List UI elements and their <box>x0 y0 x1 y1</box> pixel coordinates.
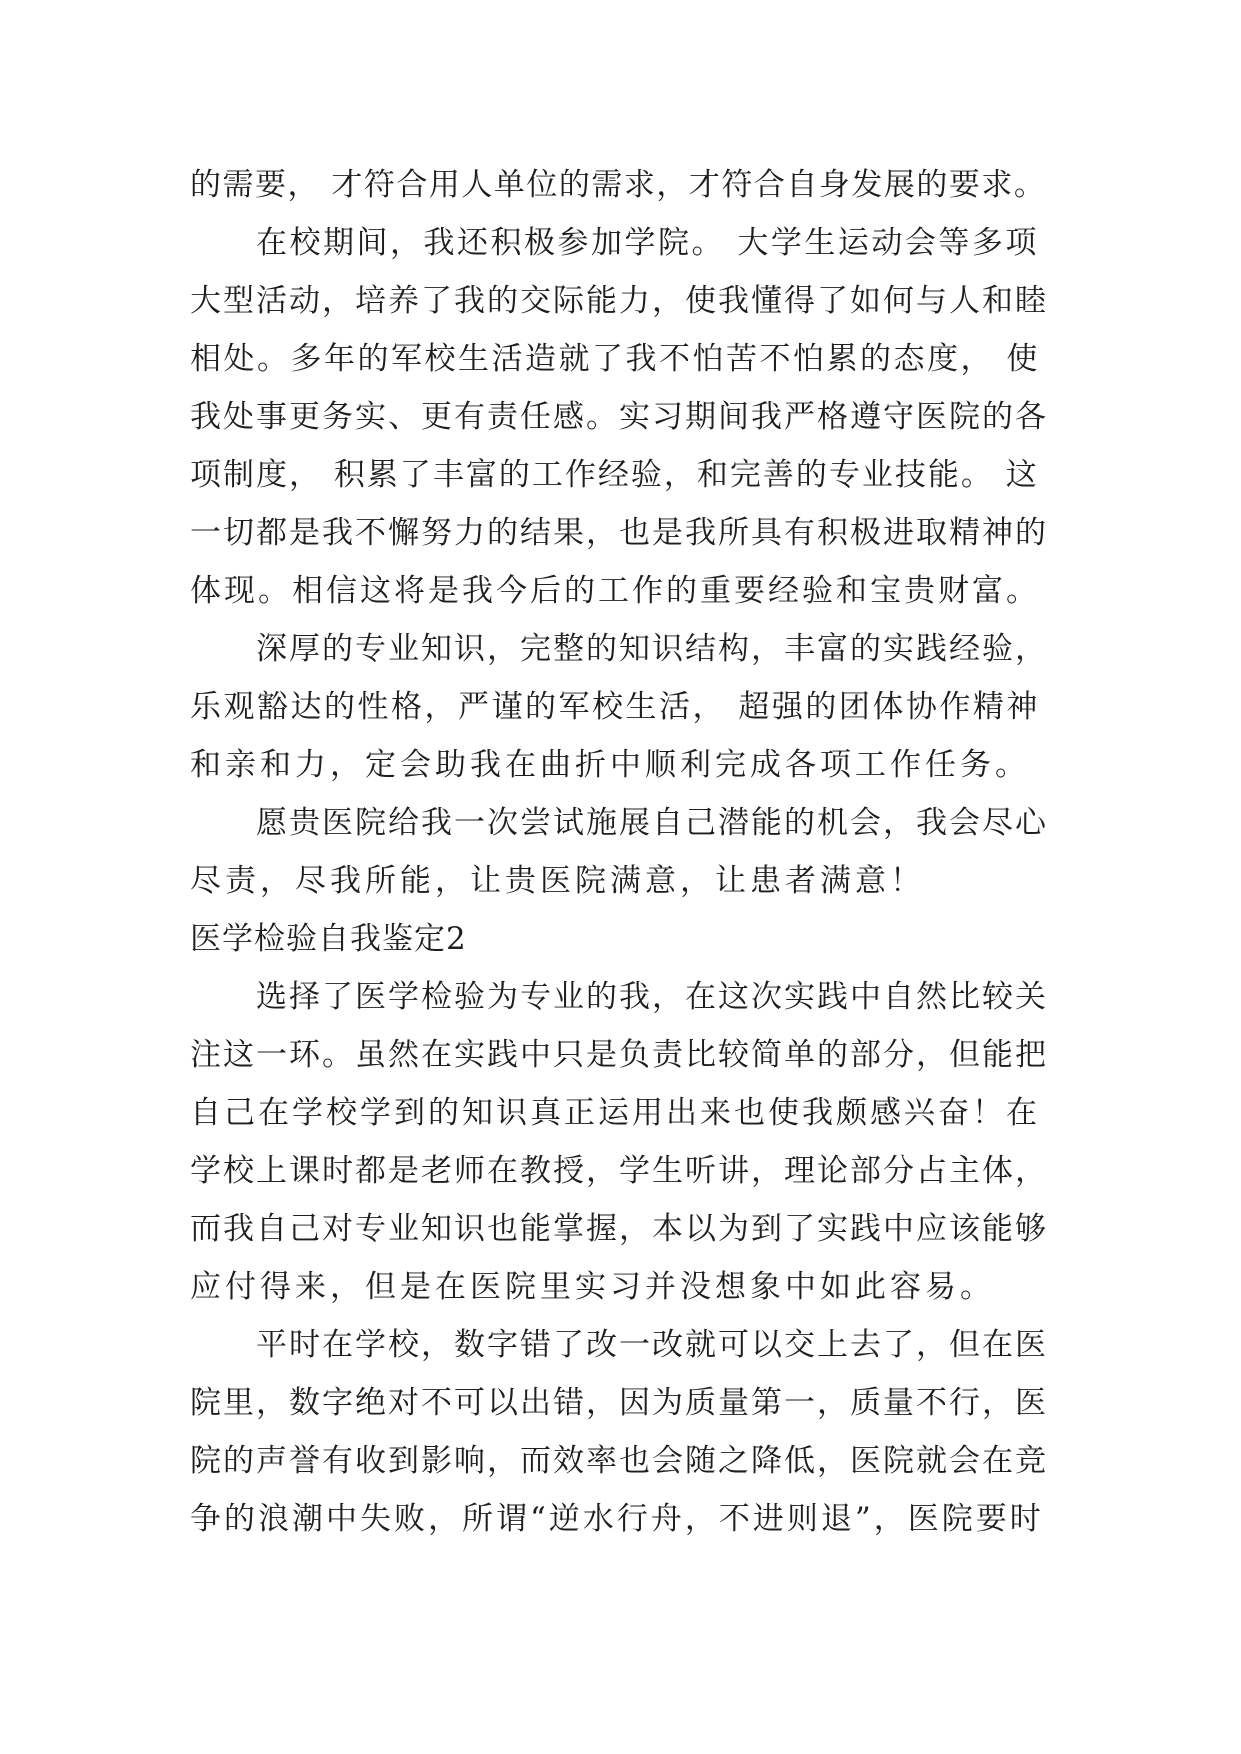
document-body <box>190 156 1050 1548</box>
text-line: 尽责，尽我所能，让贵医院满意，让患者满意！ <box>190 863 925 899</box>
text-line: 相处。多年的军校生活造就了我不怕苦不怕累的态度， 使 <box>190 341 1040 377</box>
text-line: 我处事更务实、更有责任感。实习期间我严格遵守医院的各 <box>190 399 1048 435</box>
text-line: 在校期间，我还积极参加学院。 大学生运动会等多项 <box>256 225 1039 261</box>
text-line: 而我自己对专业知识也能掌握，本以为到了实践中应该能够 <box>190 1211 1048 1247</box>
text-line: 和亲和力，定会助我在曲折中顺利完成各项工作任务。 <box>190 747 1030 783</box>
text-line: 争的浪潮中失败，所谓“逆水行舟，不进则退”，医院要时 <box>190 1501 1044 1537</box>
text-line: 的需要， 才符合用人单位的需求，才符合自身发展的要求。 <box>190 167 1047 203</box>
text-line: 院里，数字绝对不可以出错，因为质量第一，质量不行，医 <box>190 1385 1048 1421</box>
text-line: 注这一环。虽然在实践中只是负责比较简单的部分，但能把 <box>190 1037 1048 1073</box>
text-line: 一切都是我不懈努力的结果，也是我所具有积极进取精神的 <box>190 515 1048 551</box>
text-line: 乐观豁达的性格，严谨的军校生活， 超强的团体协作精神 <box>190 689 1040 725</box>
text-line: 愿贵医院给我一次尝试施展自己潜能的机会，我会尽心 <box>256 805 1048 841</box>
text-line: 平时在学校，数字错了改一改就可以交上去了，但在医 <box>256 1327 1048 1363</box>
text-line: 选择了医学检验为专业的我，在这次实践中自然比较关 <box>256 979 1048 1015</box>
text-line: 大型活动，培养了我的交际能力，使我懂得了如何与人和睦 <box>190 283 1048 319</box>
text-line: 应付得来，但是在医院里实习并没想象中如此容易。 <box>190 1269 995 1305</box>
text-line: 体现。相信这将是我今后的工作的重要经验和宝贵财富。 <box>190 573 1040 609</box>
section-heading: 医学检验自我鉴定2 <box>190 921 467 957</box>
text-line: 深厚的专业知识，完整的知识结构，丰富的实践经验， <box>256 631 1048 667</box>
text-line: 学校上课时都是老师在教授，学生听讲，理论部分占主体， <box>190 1153 1048 1189</box>
text-line: 自己在学校学到的知识真正运用出来也使我颇感兴奋！在 <box>190 1095 1040 1131</box>
text-line: 项制度， 积累了丰富的工作经验，和完善的专业技能。 这 <box>190 457 1039 493</box>
text-line: 院的声誉有收到影响，而效率也会随之降低，医院就会在竞 <box>190 1443 1048 1479</box>
